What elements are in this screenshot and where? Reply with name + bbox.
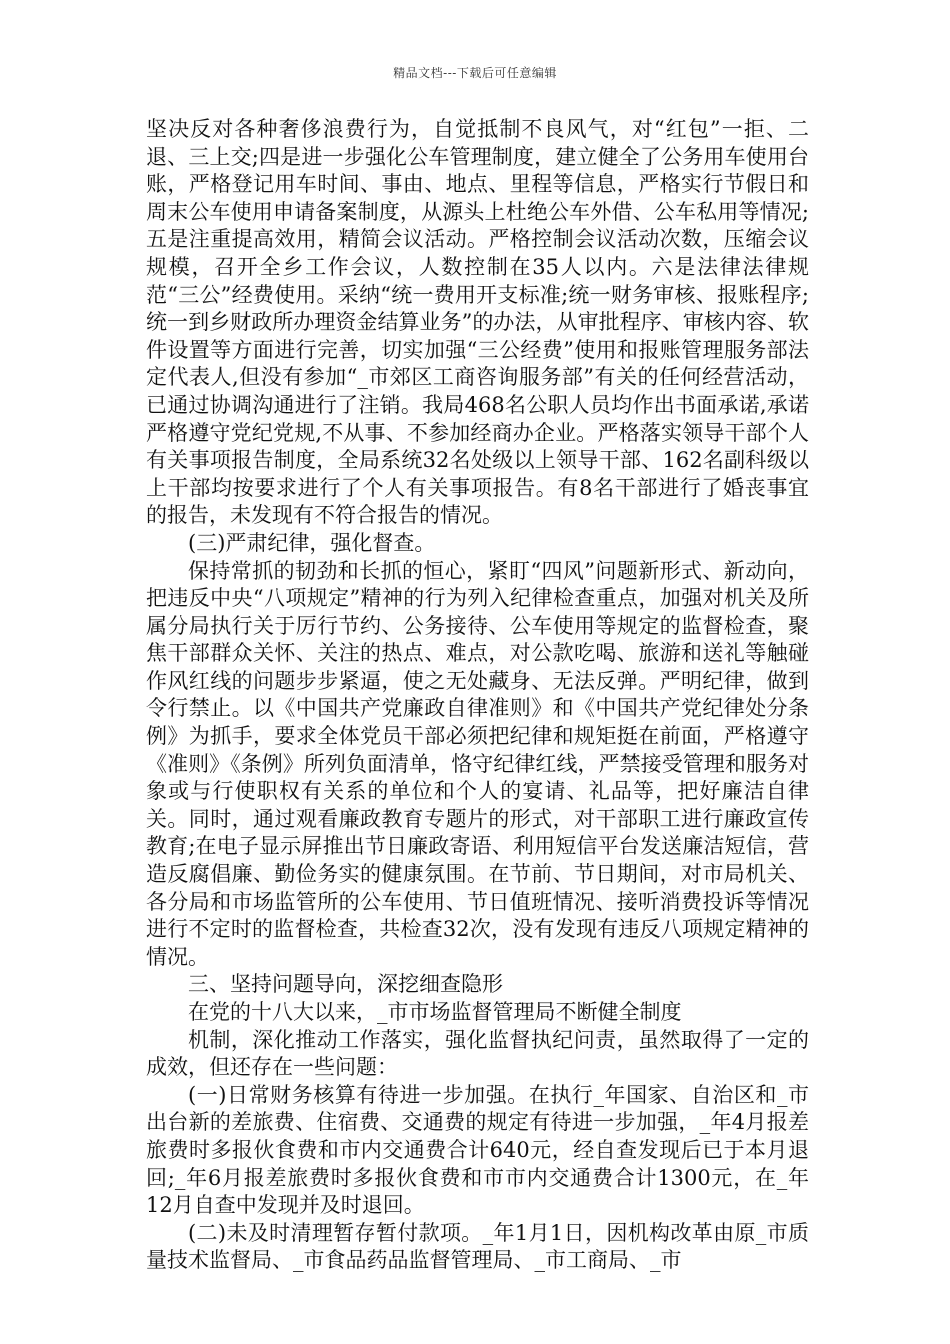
paragraph: 坚决反对各种奢侈浪费行为，自觉抵制不良风气，对“红包”一拒、二退、三上交;四是进一步强化公车管理制度，建立健全了公务用车使用台账，严格登记用车时间、事由、地点、里程等信息，严格实行节假日和周末公车使用申请备案制度，从源头上杜绝公车外借、公车私用等情况;五是注重提高效用，精简会议活动。严格控制会议活动次数，压缩会议规模，召开全乡工作会议，人数控制在35人以内。六是法律法律规范“三公”经费使用。采纳“统一费用开支标准;统一财务审核、报账程序;统一到乡财政所办理资金结算业务”的办法，从审批程序、审核内容、软件设置等方面进行完善，切实加强“三公经费”使用和报账管理服务部法定代表人,但没有参加“_市郊区工商咨询服务部”有关的任何经营活动，已通过协调沟通进行了注销。我局468名公职人员均作出书面承诺,承诺严格遵守党纪党规,不从事、不参加经商办企业。严格落实领导干部个人有关事项报告制度，全局系统32名处级以上领导干部、162名副科级以上干部均按要求进行了个人有关事项报告。有8名干部进行了婚丧事宜的报告，未发现有不符合报告的情况。 [146,117,809,528]
document-body [146,116,809,1275]
paragraph: 机制，深化推动工作落实，强化监督执纪问责，虽然取得了一定的成效，但还存在一些问题： [146,1027,809,1080]
page-header: 精品文档---下载后可任意编辑 [393,66,557,80]
paragraph: 在党的十八大以来，_市市场监督管理局不断健全制度 [188,1000,682,1024]
section-heading: 三、坚持问题导向，深挖细查隐形 [188,972,503,997]
section-heading: (三)严肃纪律，强化督查。 [188,530,436,555]
paragraph: (一)日常财务核算有待进一步加强。在执行_年国家、自治区和_市出台新的差旅费、住宿费、交通费的规定有待进一步加强，_年4月报差旅费时多报伙食费和市内交通费合计640元，经自查发现后已于本月退回;_年6月报差旅费时多报伙食费和市市内交通费合计1300元，在_年12月自查中发现并及时退回。 [146,1082,809,1218]
paragraph: 保持常抓的韧劲和长抓的恒心，紧盯“四风”问题新形式、新动向，把违反中央“八项规定”精神的行为列入纪律检查重点，加强对机关及所属分局执行关于厉行节约、公务接待、公车使用等规定的监督检查，聚焦干部群众关怀、关注的热点、难点，对公款吃喝、旅游和送礼等触碰作风红线的问题步步紧逼，使之无处藏身、无法反弹。严明纪律，做到令行禁止。以《中国共产党廉政自律准则》和《中国共产党纪律处分条例》为抓手，要求全体党员干部必须把纪律和规矩挺在前面，严格遵守《准则》《条例》所列负面清单，恪守纪律红线，严禁接受管理和服务对象或与行使职权有关系的单位和个人的宴请、礼品等，把好廉洁自律关。同时，通过观看廉政教育专题片的形式，对干部职工进行廉政宣传教育;在电子显示屏推出节日廉政寄语、利用短信平台发送廉洁短信，营造反腐倡廉、勤俭务实的健康氛围。在节前、节日期间，对市局机关、各分局和市场监管所的公车使用、节日值班情况、接听消费投诉等情况进行不定时的监督检查，共检查32次，没有发现有违反八项规定精神的情况。 [146,558,809,969]
paragraph: (二)未及时清理暂存暂付款项。_年1月1日，因机构改革由原_市质量技术监督局、_市食品药品监督管理局、_市工商局、_市 [146,1220,809,1273]
